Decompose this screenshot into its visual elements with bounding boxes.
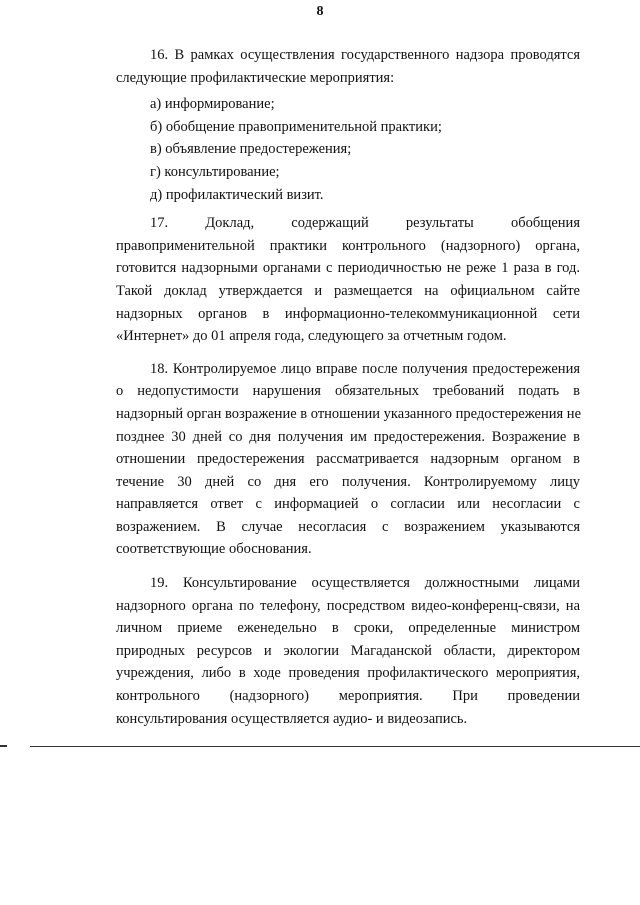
paragraph-18 [116,358,580,561]
paragraph-19 [116,572,580,730]
text-line: отношении предостережения рассматривается надзорным органом в [116,451,580,468]
text-line: 18. Контролируемое лицо вправе после получения предостережения [150,360,580,377]
text-line: контрольного (надзорного) мероприятия. При проведении [116,688,580,705]
scan-mark [0,745,7,747]
text-line: учреждения, либо в ходе проведения профилактического мероприятия, [116,665,580,682]
list-item: а) информирование; [150,96,275,113]
text-line: соответствующие обоснования. [116,541,312,558]
footer-divider [30,746,640,747]
text-line: о недопустимости нарушения обязательных требований подать в [116,383,580,400]
text-line: консультирования осуществляется аудио- и видеозапись. [116,710,468,727]
page-number: 8 [316,4,324,19]
list-item: б) обобщение правоприменительной практики; [150,118,442,135]
text-line: Такой доклад утверждается и размещается на официальном сайте [116,282,580,299]
paragraph-17 [116,212,580,348]
text-line: позднее 30 дней со дня получения им предостережения. Возражение в [116,428,580,445]
document-body [116,44,580,730]
text-line: течение 30 дней со дня его получения. Контролируемому лицу [116,473,580,490]
text-line: направляется ответ с информацией о согласии или несогласии с [116,496,580,513]
text-line: следующие профилактические мероприятия: [116,69,395,86]
measures-list [116,93,580,206]
text-line: готовится надзорными органами с периодичностью не реже 1 раза в год. [116,260,580,277]
text-line: надзорных органов в информационно-телекоммуникационной сети [116,305,580,322]
text-line: природных ресурсов и экологии Магаданской области, директором [116,642,580,659]
paragraph-16 [116,44,580,89]
text-line: личном приеме еженедельно в сроки, определенные министром [116,620,580,637]
list-item: д) профилактический визит. [150,186,324,203]
text-line: 17. Доклад, содержащий результаты обобщения [150,215,580,232]
list-item: г) консультирование; [150,163,280,180]
text-line: 19. Консультирование осуществляется должностными лицами [150,575,580,592]
list-item: в) объявление предостережения; [150,141,352,158]
text-line: «Интернет» до 01 апреля года, следующего за отчетным годом. [116,328,507,345]
text-line: надзорный орган возражение в отношении указанного предостережения не [116,405,581,422]
text-line: правоприменительной практики контрольного (надзорного) органа, [116,237,580,254]
text-line: возражением. В случае несогласия с возражением указываются [116,518,580,535]
text-line: надзорного органа по телефону, посредством видео-конференц-связи, на [116,597,580,614]
text-line: 16. В рамках осуществления государственного надзора проводятся [150,47,580,63]
